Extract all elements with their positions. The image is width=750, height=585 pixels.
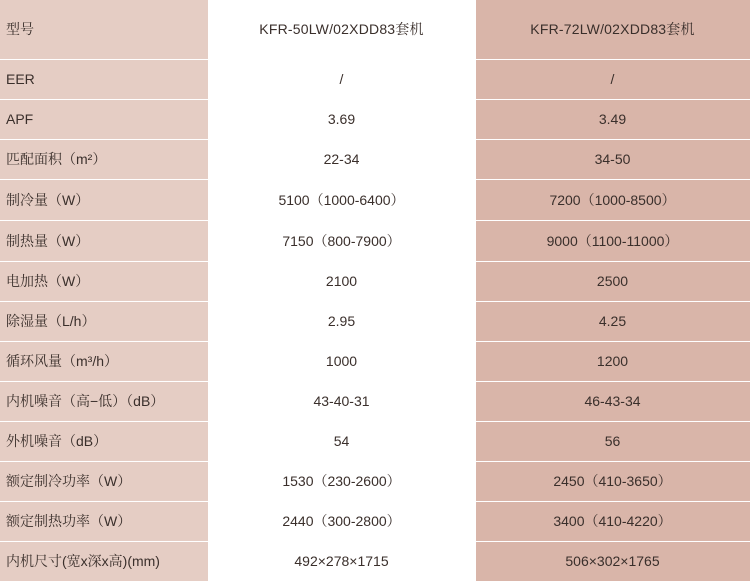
row-value-b: / [475,59,750,99]
row-label: 除湿量（L/h） [0,301,208,341]
row-value-a: 492×278×1715 [208,541,475,581]
row-value-a: 2.95 [208,301,475,341]
row-label: 内机尺寸(宽x深x高)(mm) [0,541,208,581]
row-label: 循环风量（m³/h） [0,341,208,381]
row-value-b: 9000（1100-11000） [475,220,750,261]
row-label: 制冷量（W） [0,179,208,220]
table-row [0,261,750,301]
row-value-a: 2100 [208,261,475,301]
row-value-b: 34-50 [475,139,750,179]
row-value-b: 3400（410-4220） [475,501,750,541]
row-label: 电加热（W） [0,261,208,301]
table-row [0,461,750,501]
header-model-b-cell: KFR-72LW/02XDD83套机 [475,0,750,59]
header-label-cell: 型号 [0,0,208,59]
row-label: 内机噪音（高−低）（dB） [0,381,208,421]
table-row [0,501,750,541]
row-value-a: 22-34 [208,139,475,179]
row-value-a: 3.69 [208,99,475,139]
row-label: 匹配面积（m²） [0,139,208,179]
row-value-a: / [208,59,475,99]
row-label: 外机噪音（dB） [0,421,208,461]
row-label: 制热量（W） [0,220,208,261]
row-label: EER [0,59,208,99]
row-value-b: 1200 [475,341,750,381]
row-value-b: 7200（1000-8500） [475,179,750,220]
table-row [0,341,750,381]
header-model-a-cell: KFR-50LW/02XDD83套机 [208,0,475,59]
table-row [0,179,750,220]
row-label: 额定制冷功率（W） [0,461,208,501]
row-label: 额定制热功率（W） [0,501,208,541]
row-value-a: 43-40-31 [208,381,475,421]
row-value-b: 2500 [475,261,750,301]
row-value-a: 2440（300-2800） [208,501,475,541]
table-row [0,541,750,581]
row-value-b: 46-43-34 [475,381,750,421]
table-row [0,59,750,99]
row-value-a: 5100（1000-6400） [208,179,475,220]
table-row [0,139,750,179]
row-label: APF [0,99,208,139]
row-value-a: 1530（230-2600） [208,461,475,501]
row-value-b: 2450（410-3650） [475,461,750,501]
row-value-b: 3.49 [475,99,750,139]
row-value-b: 506×302×1765 [475,541,750,581]
table-row [0,381,750,421]
table-row [0,301,750,341]
row-value-a: 7150（800-7900） [208,220,475,261]
row-value-b: 4.25 [475,301,750,341]
table-row [0,220,750,261]
row-value-a: 54 [208,421,475,461]
row-value-a: 1000 [208,341,475,381]
table-row [0,99,750,139]
table-row [0,421,750,461]
table-header-row [0,0,750,59]
row-value-b: 56 [475,421,750,461]
